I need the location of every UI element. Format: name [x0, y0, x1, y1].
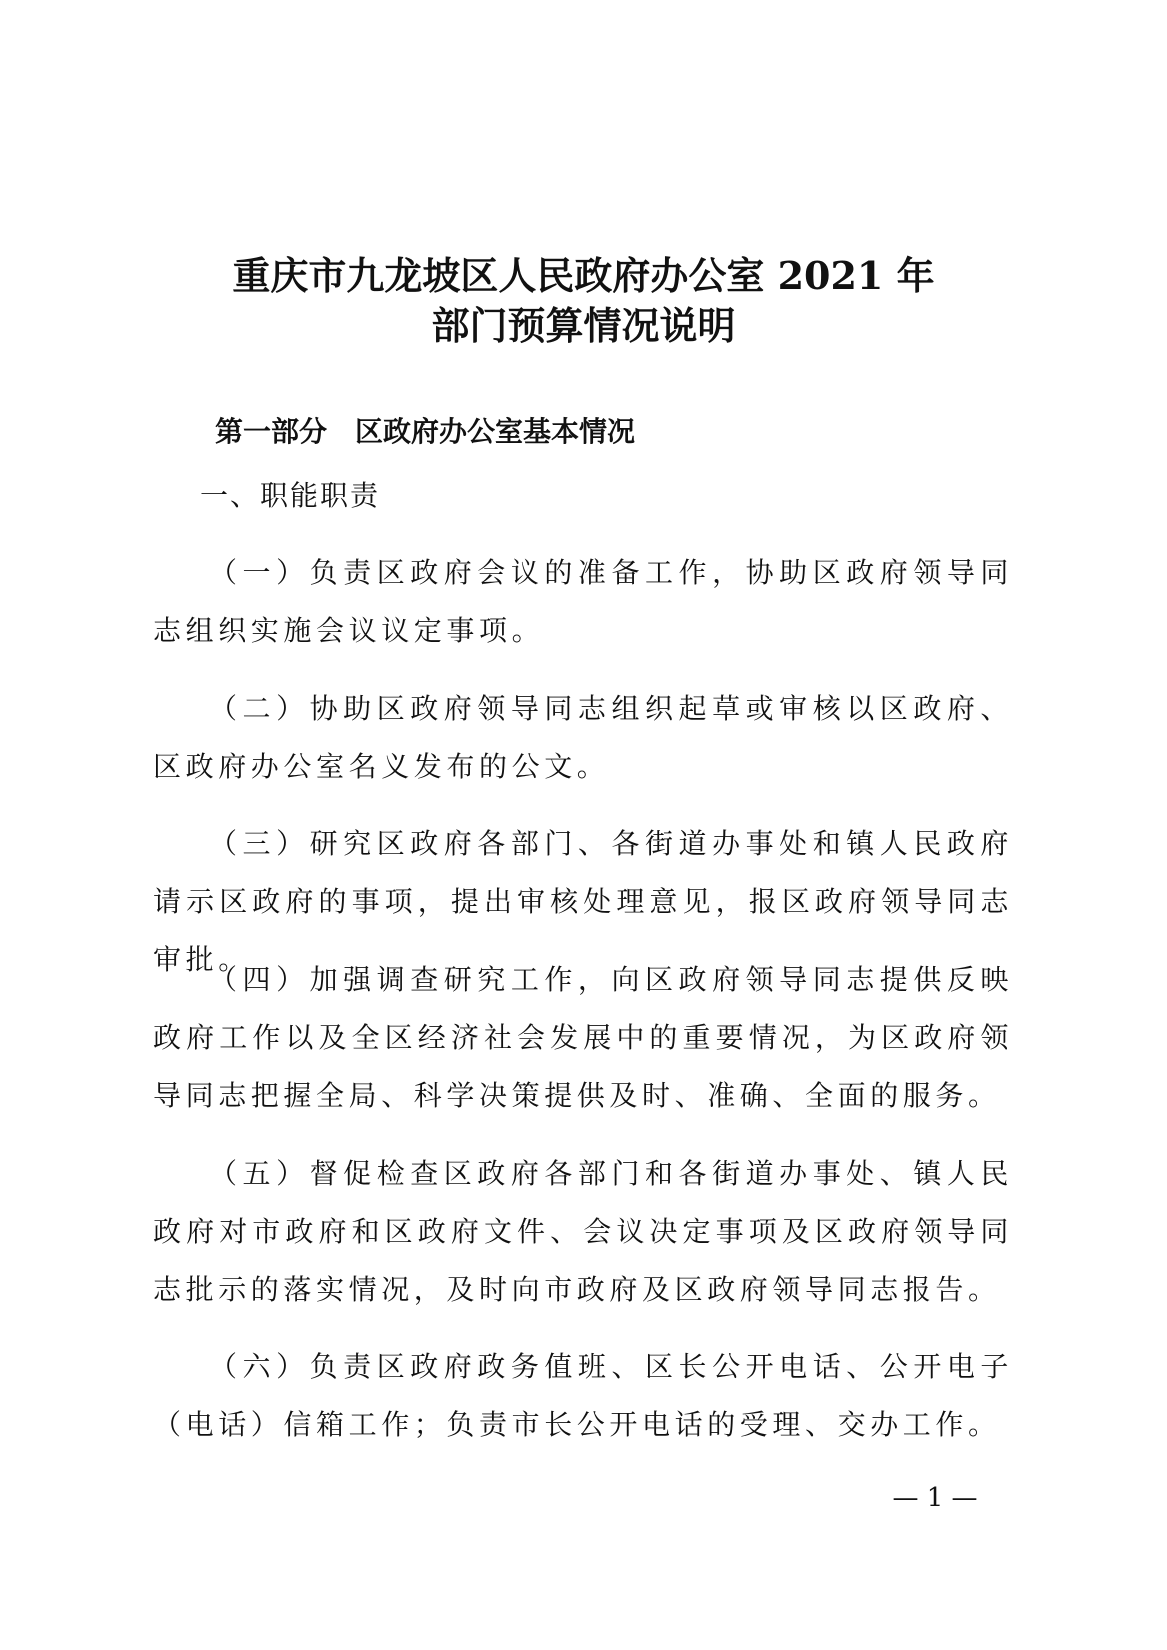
duty-paragraph-5: （五）督促检查区政府各部门和各街道办事处、镇人民政府对市政府和区政府文件、会议决定事项及区政府领导同志批示的落实情况，及时向市政府及区政府领导同志报告。: [153, 1157, 1013, 1306]
document-title-line1: 重庆市九龙坡区人民政府办公室 2021 年: [232, 253, 935, 298]
duty-paragraph-1: （一）负责区政府会议的准备工作，协助区政府领导同志组织实施会议议定事项。: [153, 556, 1013, 647]
page-number: — 1 —: [892, 1483, 978, 1513]
section-heading: 第一部分 区政府办公室基本情况: [215, 415, 636, 448]
duty-paragraph-6: （六）负责区政府政务值班、区长公开电话、公开电子（电话）信箱工作；负责市长公开电话的受理、交办工作。: [153, 1350, 1013, 1441]
document-title-line2: 部门预算情况说明: [431, 303, 736, 348]
subheading-duties: 一、职能职责: [200, 479, 381, 512]
duty-paragraph-2: （二）协助区政府领导同志组织起草或审核以区政府、区政府办公室名义发布的公文。: [153, 692, 1013, 783]
duty-paragraph-3: （三）研究区政府各部门、各街道办事处和镇人民政府请示区政府的事项，提出审核处理意见，报区政府领导同志审批。: [153, 827, 1013, 976]
duty-paragraph-4: （四）加强调查研究工作，向区政府领导同志提供反映政府工作以及全区经济社会发展中的重要情况，为区政府领导同志把握全局、科学决策提供及时、准确、全面的服务。: [153, 963, 1013, 1112]
